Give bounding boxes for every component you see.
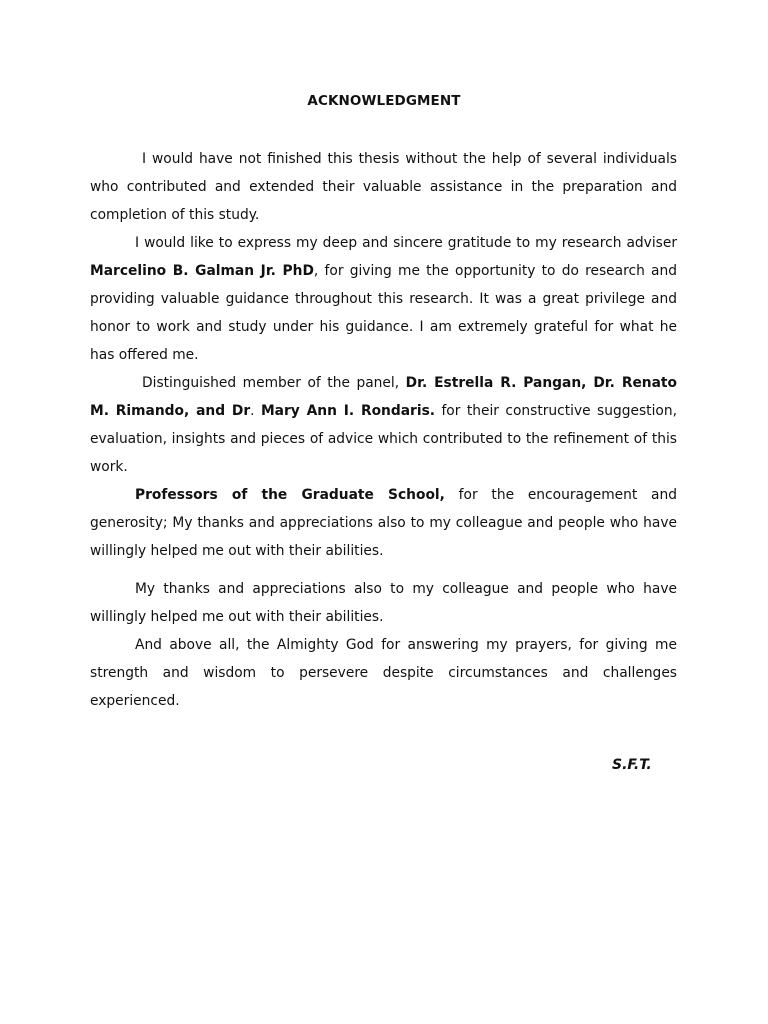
page-title: ACKNOWLEDGMENT <box>307 93 461 109</box>
panel-names-2: Mary Ann I. Rondaris. <box>260 403 436 419</box>
paragraph-intro: I would have not finished this thesis without the help of several individuals who contributed and extended their valuable assistance in the preparation and completion of this study. <box>90 151 677 223</box>
adviser-name: Marcelino B. Galman Jr. PhD <box>90 263 314 279</box>
signature-initials: S.F.T. <box>612 757 652 773</box>
professors-label: Professors of the Graduate School, <box>135 487 445 503</box>
paragraph-god: And above all, the Almighty God for answering my prayers, for giving me strength and wisdom to persevere despite circumstances and challenges experienced. <box>90 637 677 709</box>
paragraph-professors-post: for the encouragement and generosity; My thanks and appreciations also to my colleague and people who have willingly helped me out with their abilities. <box>90 487 677 559</box>
paragraph-adviser-post: , for giving me the opportunity to do research and providing valuable guidance throughout this research. It was a great privilege and honor to work and study under his guidance. I am extremely grateful for what he has offered me. <box>90 263 677 363</box>
paragraph-panel <box>90 369 677 481</box>
paragraph-adviser <box>90 229 677 369</box>
paragraph-colleagues: My thanks and appreciations also to my colleague and people who have willingly helped me out with their abilities. <box>90 581 677 625</box>
paragraph-adviser-pre: I would like to express my deep and sincere gratitude to my research adviser <box>135 235 677 251</box>
paragraph-panel-post: for their constructive suggestion, evaluation, insights and pieces of advice which contributed to the refinement of this work. <box>90 403 677 475</box>
panel-names-1: Dr. Estrella R. Pangan, Dr. Renato M. Rimando, and Dr <box>90 375 678 419</box>
acknowledgment-body <box>90 145 677 715</box>
paragraph-panel-mid: . <box>250 403 261 419</box>
paragraph-panel-pre: Distinguished member of the panel, <box>142 375 406 391</box>
paragraph-professors <box>90 481 677 565</box>
